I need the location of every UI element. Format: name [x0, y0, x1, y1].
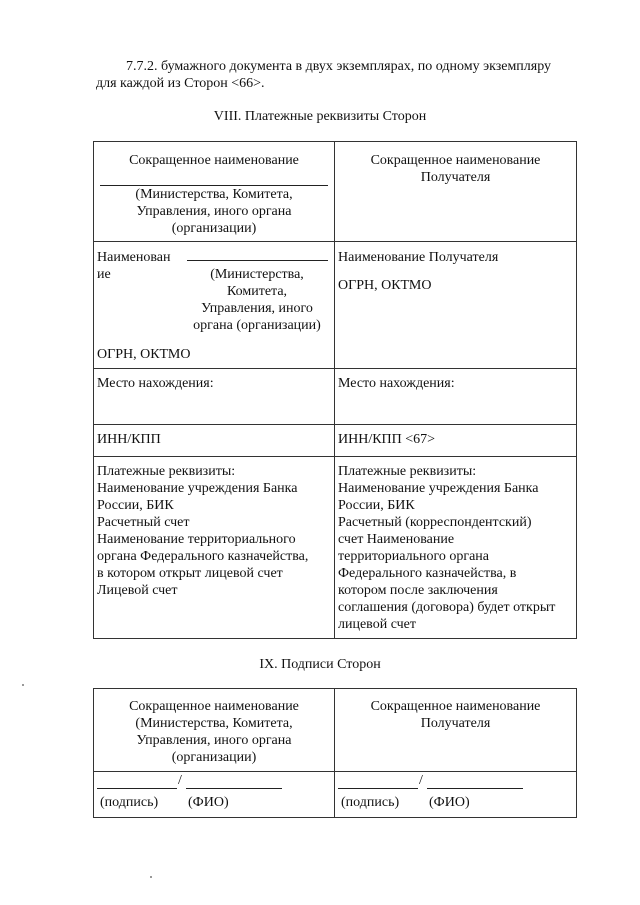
ogrn-left: ОГРН, ОКТМО	[97, 347, 191, 362]
payment-left-line: в котором открыт лицевой счет	[97, 566, 283, 581]
header-left-line-3: Управления, иного органа	[136, 204, 292, 219]
header-left-line-4: (организации)	[171, 221, 257, 236]
header-left-cell	[94, 142, 335, 242]
payment-left-cell	[94, 457, 335, 639]
inn-left-cell	[94, 425, 335, 457]
payment-right-line: России, БИК	[338, 498, 415, 513]
name-right-cell	[335, 242, 577, 369]
payment-left-line: Лицевой счет	[97, 583, 178, 598]
name-right-label: Наименование Получателя	[338, 250, 499, 265]
name-left-label-a: Наименован	[97, 250, 171, 265]
intro-line-2: для каждой из Сторон <66>.	[96, 76, 265, 91]
name-left-hint-3: Управления, иного	[201, 301, 313, 316]
name-left-hint-4: органа (организации)	[193, 318, 321, 333]
scan-speck	[150, 876, 152, 878]
sig-left-line-3: Управления, иного органа	[136, 733, 292, 748]
intro-paragraph	[96, 58, 598, 92]
table-row	[94, 772, 577, 818]
payment-left-line: Наименование территориального	[97, 532, 296, 547]
signature-slash: /	[178, 773, 182, 788]
sig-left-line-2: (Министерства, Комитета,	[135, 716, 293, 731]
payment-right-line: территориального органа	[338, 549, 490, 564]
header-right-title: Сокращенное наименование	[370, 153, 541, 168]
table-row	[94, 689, 577, 772]
location-right-cell	[335, 369, 577, 425]
payment-right-line: Наименование учреждения Банка	[338, 481, 539, 496]
table-row	[94, 142, 577, 242]
signature-line	[338, 784, 418, 789]
signatures-table	[93, 688, 577, 818]
section-8-title: VIII. Платежные реквизиты Сторон	[213, 109, 427, 124]
signature-header-left	[94, 689, 335, 772]
signature-line	[97, 784, 177, 789]
payment-details-table	[93, 141, 577, 639]
name-left-cell	[94, 242, 335, 369]
signature-slash: /	[419, 773, 423, 788]
header-left-title: Сокращенное наименование	[129, 153, 299, 168]
header-left-line-2: (Министерства, Комитета,	[135, 187, 293, 202]
payment-right-line: соглашения (договора) будет открыт	[338, 600, 556, 615]
header-right-line-2: Получателя	[420, 170, 491, 185]
payment-left-line: Расчетный счет	[97, 515, 190, 530]
name-left-hint-2: Комитета,	[226, 284, 288, 299]
payment-left-line: России, БИК	[97, 498, 174, 513]
header-left-blank-line	[100, 173, 328, 186]
payment-right-line: лицевой счет	[338, 617, 416, 632]
payment-right-line: Платежные реквизиты:	[338, 464, 477, 479]
table-row	[94, 242, 577, 369]
inn-right-cell	[335, 425, 577, 457]
fio-label: (ФИО)	[429, 795, 470, 810]
sig-right-line-2: Получателя	[420, 716, 491, 731]
sig-left-line-4: (организации)	[171, 750, 257, 765]
fio-label: (ФИО)	[188, 795, 229, 810]
payment-right-line: счет Наименование	[338, 532, 455, 547]
payment-right-line: Расчетный (корреспондентский)	[338, 515, 532, 530]
ogrn-right: ОГРН, ОКТМО	[338, 278, 432, 293]
table-row	[94, 425, 577, 457]
section-9-title: IX. Подписи Сторон	[259, 657, 381, 672]
sig-left-line-1: Сокращенное наименование	[129, 699, 299, 714]
location-right-label: Место нахождения:	[338, 376, 455, 391]
name-left-blank-line	[187, 252, 328, 261]
inn-left-label: ИНН/КПП	[97, 432, 161, 447]
payment-right-line: котором после заключения	[338, 583, 498, 598]
signature-label: (подпись)	[100, 795, 159, 810]
signature-right-cell	[335, 772, 577, 818]
intro-line-1: 7.7.2. бумажного документа в двух экземплярах, по одному экземпляру	[126, 59, 552, 74]
signature-label: (подпись)	[341, 795, 400, 810]
signature-left-cell	[94, 772, 335, 818]
payment-left-line: Наименование учреждения Банка	[97, 481, 298, 496]
header-right-cell	[335, 142, 577, 242]
payment-right-line: Федерального казначейства, в	[338, 566, 517, 581]
payment-right-cell	[335, 457, 577, 639]
table-row	[94, 369, 577, 425]
fio-line	[427, 784, 523, 789]
table-row	[94, 457, 577, 639]
name-left-label-b: ие	[97, 267, 111, 282]
fio-line	[186, 784, 282, 789]
signature-header-right	[335, 689, 577, 772]
inn-right-label: ИНН/КПП <67>	[338, 432, 436, 447]
location-left-cell	[94, 369, 335, 425]
name-left-hint-1: (Министерства,	[210, 267, 304, 282]
location-left-label: Место нахождения:	[97, 376, 214, 391]
payment-left-line: органа Федерального казначейства,	[97, 549, 309, 564]
sig-right-line-1: Сокращенное наименование	[370, 699, 541, 714]
payment-left-line: Платежные реквизиты:	[97, 464, 236, 479]
scan-speck	[22, 684, 24, 686]
